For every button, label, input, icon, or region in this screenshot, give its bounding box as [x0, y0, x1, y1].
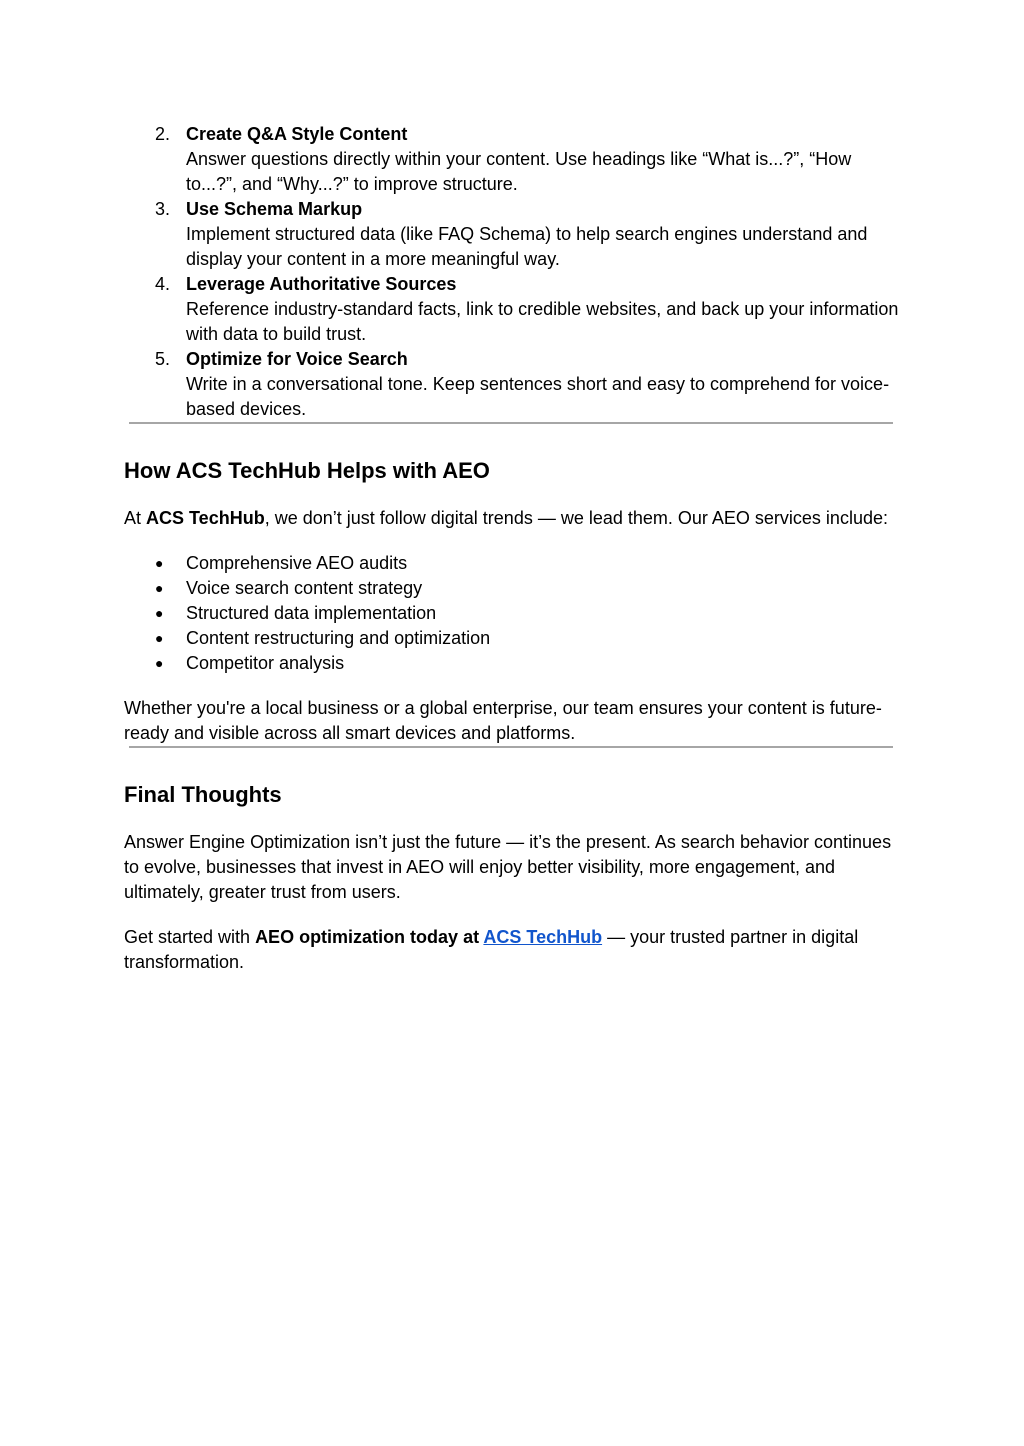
- list-item: [124, 551, 899, 576]
- list-item: [124, 272, 899, 347]
- aeo-steps-list: [124, 122, 899, 422]
- services-list: [124, 551, 899, 676]
- cta-text-suffix: — your trusted partner in digital transformation.: [124, 927, 859, 972]
- brand-name-bold: ACS TechHub: [146, 508, 265, 528]
- cta-text-prefix: Get started with: [124, 927, 256, 947]
- section-divider: [129, 746, 893, 748]
- list-item-title: Leverage Authoritative Sources: [186, 274, 457, 294]
- intro-text-prefix: At: [124, 508, 147, 528]
- list-item-body: Implement structured data (like FAQ Schema) to help search engines understand and display your content in a more meaningful way.: [186, 224, 868, 269]
- list-item-number: 2.: [155, 124, 171, 144]
- list-item-title: Create Q&A Style Content: [186, 124, 408, 144]
- document-content: [124, 122, 899, 975]
- list-item: [124, 651, 899, 676]
- list-item: [124, 626, 899, 651]
- bullet-icon: ●: [155, 555, 164, 571]
- list-item-body: Reference industry-standard facts, link to credible websites, and back up your information with data to build trust.: [186, 299, 899, 344]
- bullet-icon: ●: [155, 605, 164, 621]
- list-item: [124, 576, 899, 601]
- section-divider: [129, 422, 893, 424]
- service-label: Structured data implementation: [186, 603, 437, 623]
- list-item-body: Answer questions directly within your content. Use headings like “What is...?”, “How to...?”, and “Why...?” to improve structure.: [186, 149, 852, 194]
- section-heading-final: Final Thoughts: [124, 782, 282, 807]
- final-paragraph: Answer Engine Optimization isn’t just the future — it’s the present. As search behavior continues to evolve, businesses that invest in AEO will enjoy better visibility, more engagement, and ultimately, greater trust from users.: [124, 832, 892, 902]
- acs-techhub-link[interactable]: ACS TechHub: [483, 927, 603, 947]
- list-item: [124, 601, 899, 626]
- service-label: Content restructuring and optimization: [186, 628, 491, 648]
- bullet-icon: ●: [155, 630, 164, 646]
- cta-paragraph: [124, 925, 899, 975]
- service-label: Voice search content strategy: [186, 578, 423, 598]
- section-heading-acs: How ACS TechHub Helps with AEO: [124, 458, 490, 483]
- list-item: [124, 197, 899, 272]
- cta-bold-text: AEO optimization today at: [255, 927, 484, 947]
- list-item-number: 5.: [155, 349, 171, 369]
- acs-intro-paragraph: [124, 506, 899, 531]
- list-item-body: Write in a conversational tone. Keep sentences short and easy to comprehend for voice-based devices.: [186, 374, 890, 419]
- acs-closing-paragraph: Whether you're a local business or a global enterprise, our team ensures your content is future-ready and visible across all smart devices and platforms.: [124, 698, 882, 743]
- intro-text-suffix: , we don’t just follow digital trends — we lead them. Our AEO services include:: [264, 508, 888, 528]
- list-item-number: 3.: [155, 199, 171, 219]
- list-item-title: Use Schema Markup: [186, 199, 363, 219]
- list-item-title: Optimize for Voice Search: [186, 349, 408, 369]
- list-item: [124, 347, 899, 422]
- list-item: [124, 122, 899, 197]
- list-item-number: 4.: [155, 274, 171, 294]
- service-label: Comprehensive AEO audits: [186, 553, 408, 573]
- bullet-icon: ●: [155, 580, 164, 596]
- bullet-icon: ●: [155, 655, 164, 671]
- service-label: Competitor analysis: [186, 653, 345, 673]
